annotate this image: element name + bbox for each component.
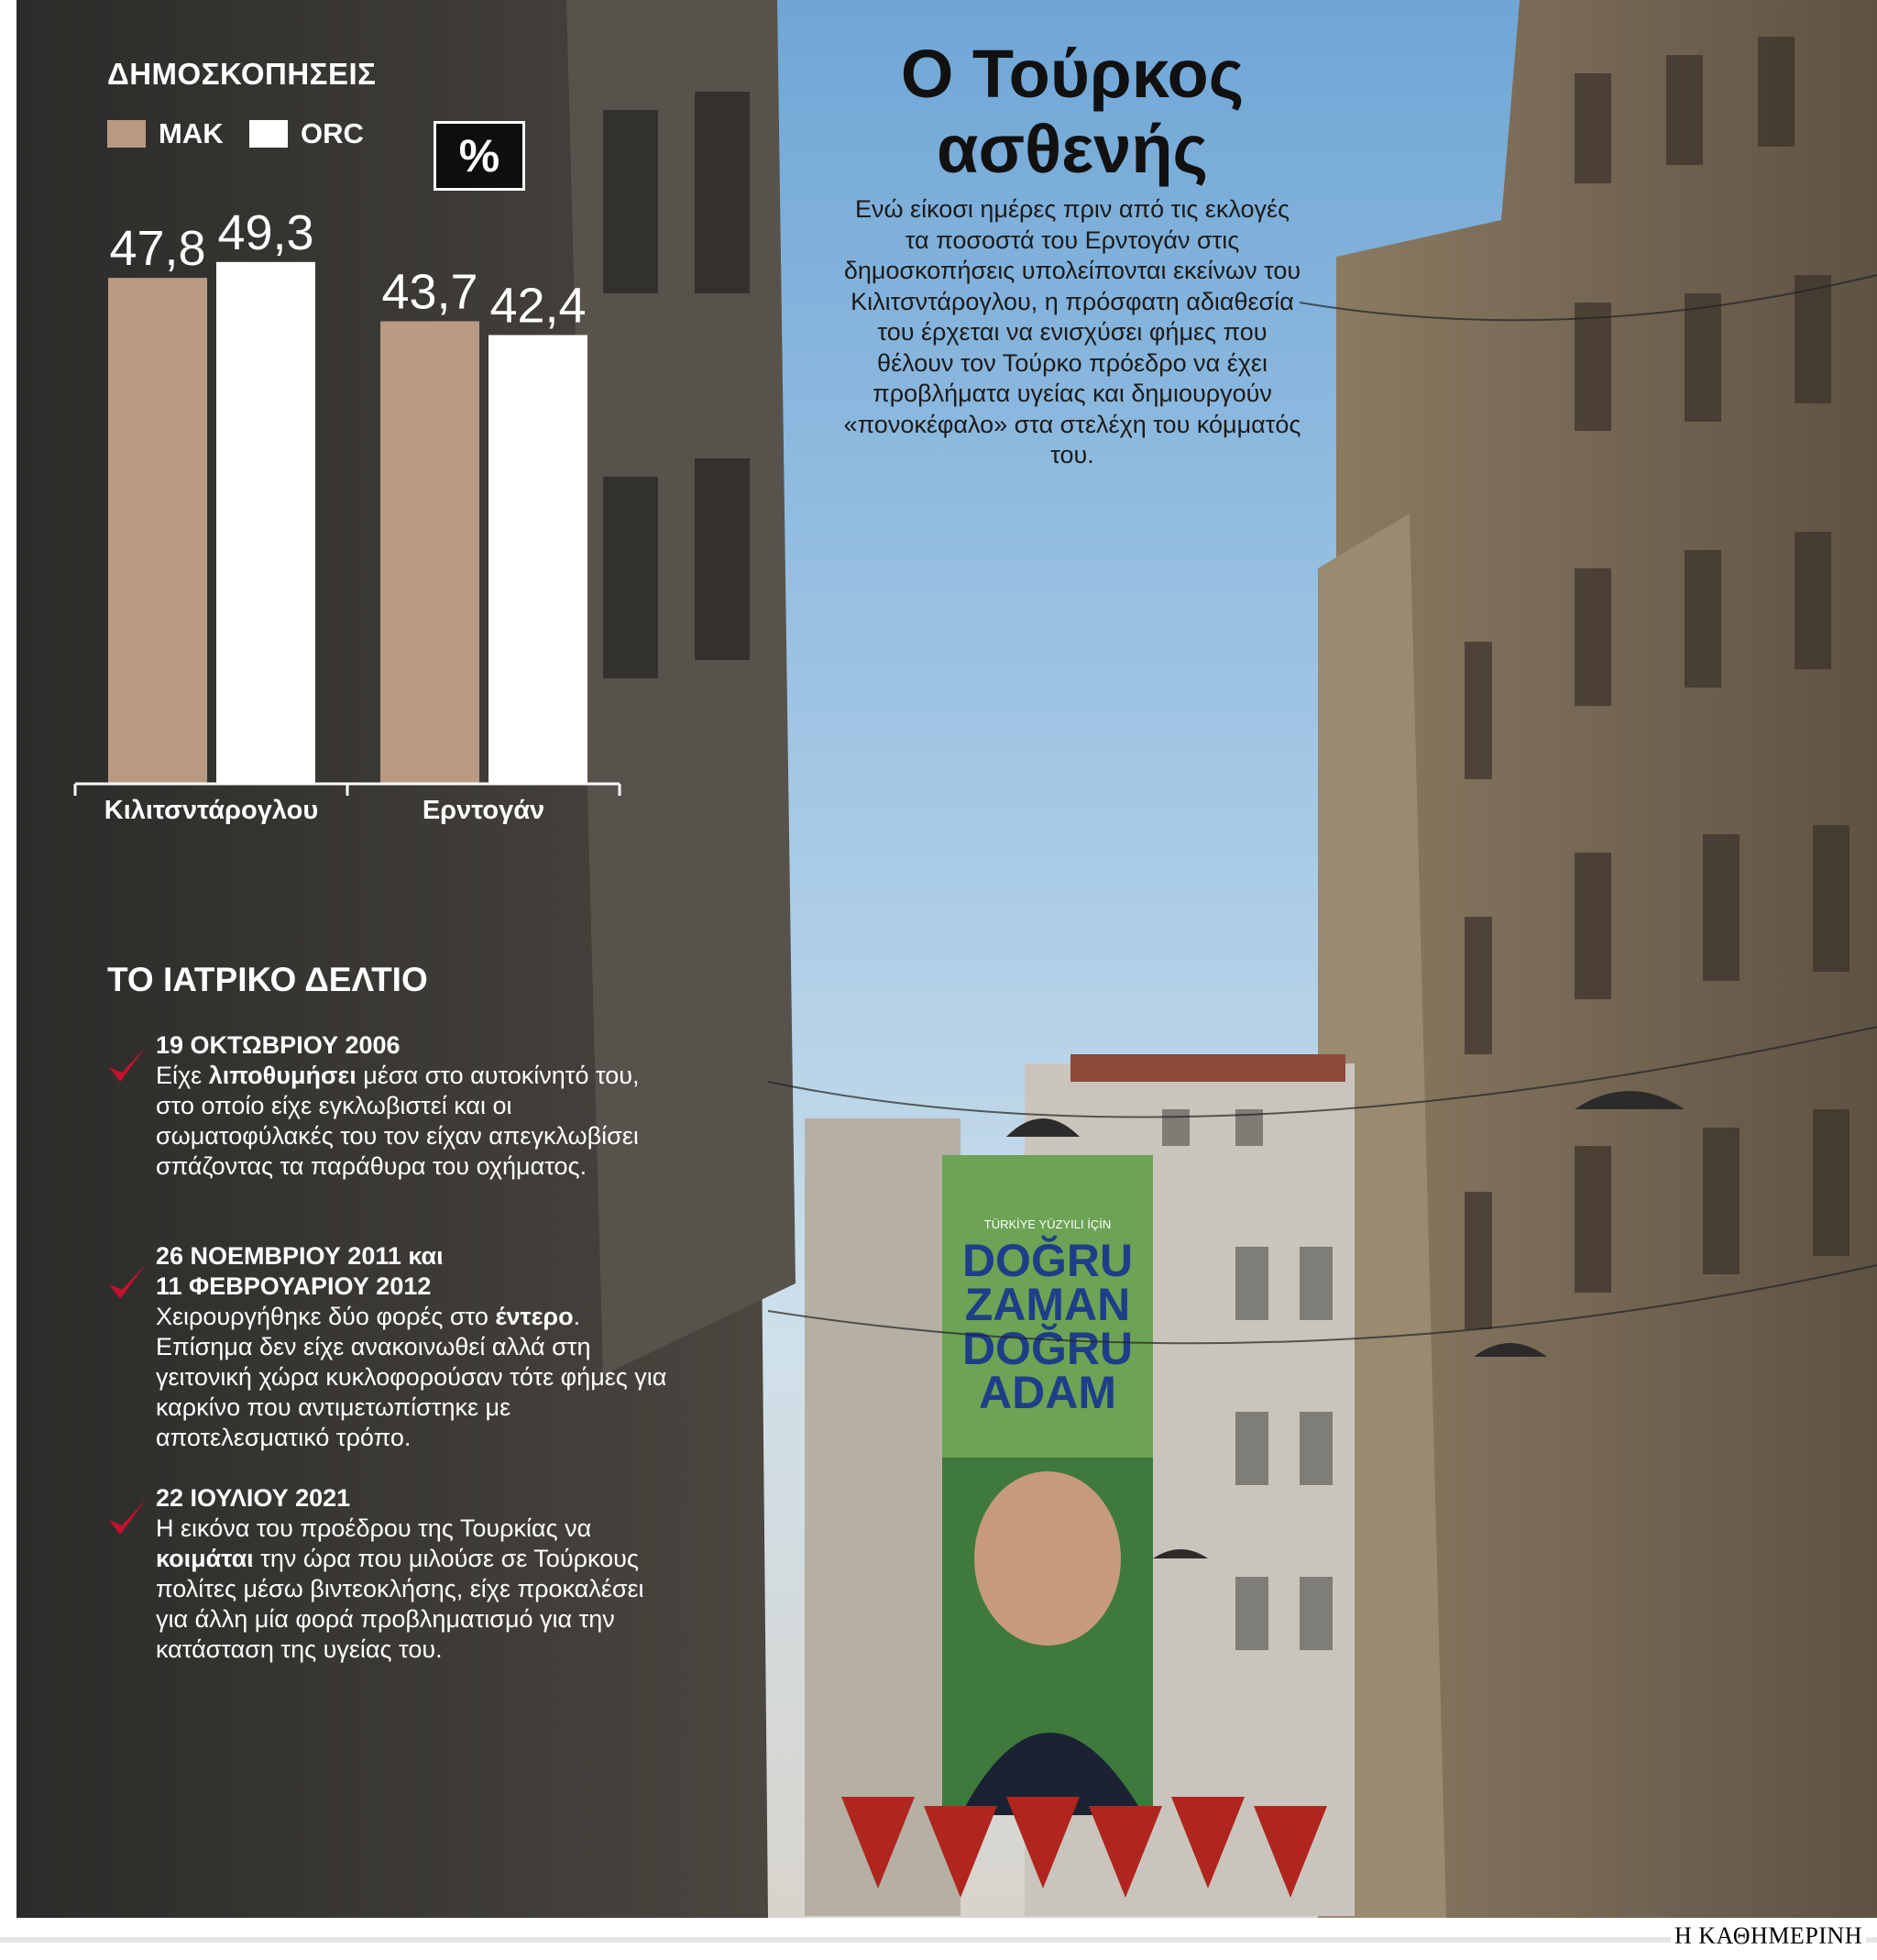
entry-date: 22 ΙΟΥΛΙΟΥ 2021	[156, 1484, 351, 1512]
entry-text: Χειρουργήθηκε δύο φορές στο έντερο. Επίσημα δεν είχε ανακοινωθεί αλλά στη γειτονική χώρα κυκλοφορούσαν τότε φήμες για καρκίνο που αντιμετωπίστηκε με αποτελεσματικό τρόπο.	[156, 1303, 667, 1451]
bar-value-label: 49,3	[217, 204, 314, 260]
banner-line: ZAMAN	[964, 1279, 1131, 1330]
banner-line: DOĞRU	[961, 1323, 1134, 1374]
medical-entry	[156, 1030, 669, 1182]
entry-text: Η εικόνα του προέδρου της Τουρκίας να κοιμάται την ώρα που μιλούσε σε Τούρκους πολίτες μέσω βιντεοκλήσης, είχε προκαλέσει για άλλη μία φορά προβληματισμό για την κατάσταση της υγείας του.	[156, 1514, 644, 1663]
banner-line: DOĞRU	[961, 1235, 1134, 1286]
publication-brand: Η ΚΑΘΗΜΕΡΙΝΗ	[1671, 1922, 1866, 1950]
footer-rule	[0, 1937, 1877, 1943]
medical-bulletin-title: ΤΟ ΙΑΤΡΙΚΟ ΔΕΛΤΙΟ	[107, 961, 428, 998]
medical-entry	[156, 1241, 669, 1453]
check-icon	[105, 1261, 149, 1305]
category-label-erdogan: Ερντογάν	[422, 796, 545, 825]
headline-line-1: Ο Τούρκος	[900, 36, 1245, 112]
check-icon	[105, 1496, 149, 1540]
bar-value-label: 43,7	[381, 264, 478, 320]
bar-value-label: 47,8	[109, 221, 206, 277]
headline	[862, 37, 1283, 187]
entry-date: 11 ΦΕΒΡΟΥΑΡΙΟΥ 2012	[156, 1272, 432, 1300]
banner-small-text: TÜRKİYE YÜZYILI İÇİN	[983, 1217, 1112, 1231]
intro-paragraph: Ενώ είκοσι ημέρες πριν από τις εκλογές τα ποσοστά του Ερντογάν στις δημοσκοπήσεις υπολείπονται εκείνων του Κιλιτσντάρογλου, η πρόσφατη αδιαθεσία του έρχεται να ενισχύσει φήμες που θέλουν τον Τούρκο πρόεδρο να έχει προβλήματα υγείας και δημιουργούν «πονοκέφαλο» στα στελέχη του κόμματός του.	[843, 195, 1301, 468]
entry-date: 26 ΝΟΕΜΒΡΙΟΥ 2011 και	[156, 1242, 444, 1270]
chart-title: ΔΗΜΟΣΚΟΠΗΣΕΙΣ	[107, 57, 377, 91]
category-label-kilicdaroglu: Κιλιτσντάρογλου	[104, 796, 319, 825]
bar-μακ-kilicdaroglu	[108, 278, 207, 784]
entry-date: 19 ΟΚΤΩΒΡΙΟΥ 2006	[156, 1031, 401, 1059]
legend-label-orc: ORC	[301, 117, 364, 149]
legend-label-mak: ΜΑΚ	[159, 117, 224, 149]
medical-entry	[156, 1483, 669, 1665]
unit-box: %	[434, 121, 525, 191]
bar-μακ-erdogan	[380, 321, 479, 784]
bar-value-label: 42,4	[489, 278, 587, 334]
check-icon	[105, 1043, 149, 1087]
banner-line: ADAM	[979, 1367, 1116, 1418]
entry-text: Είχε λιποθυμήσει μέσα στο αυτοκίνητό του, στο οποίο είχε εγκλωβιστεί και οι σωματοφύλακές του τον είχαν απεγκλωβίσει σπάζοντας τα παράθυρα του οχήματος.	[156, 1062, 640, 1180]
bar-orc-erdogan	[488, 335, 587, 784]
headline-line-2: ασθενής	[936, 111, 1209, 187]
bar-orc-kilicdaroglu	[216, 262, 315, 784]
